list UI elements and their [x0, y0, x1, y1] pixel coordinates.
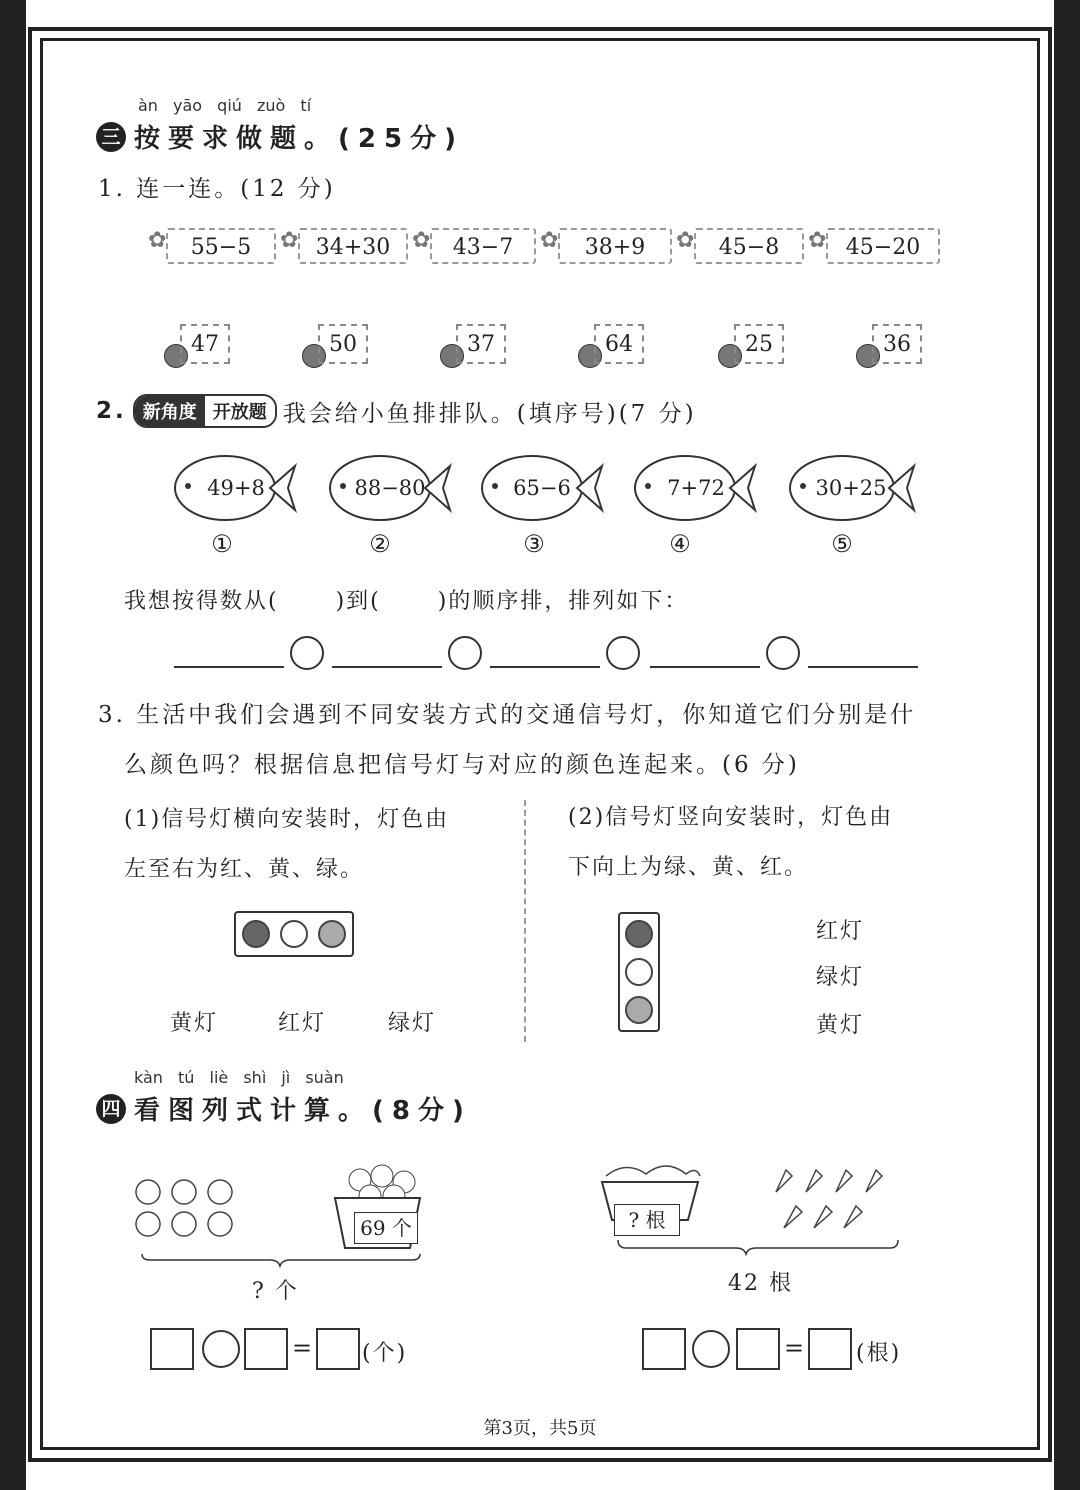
left-color-option[interactable]: 黄灯	[170, 1011, 219, 1036]
fish-expression: 49+8	[207, 476, 265, 500]
left-page-edge	[0, 0, 26, 1490]
q2-header	[96, 394, 697, 428]
right-color-option[interactable]: 红灯	[816, 919, 865, 944]
answer-card: 47	[180, 324, 230, 364]
flower-icon: ✿	[280, 228, 299, 253]
q3-right-line1: (2)信号灯竖向安装时，灯色由	[568, 805, 894, 830]
q2-prompt: 我会给小鱼排排队。(填序号)(7 分)	[282, 400, 697, 427]
page-footer: 第3页，共5页	[483, 1418, 597, 1439]
compare-circle[interactable]	[290, 636, 324, 670]
q2-tag-new: 新角度	[135, 396, 205, 426]
total-brace	[142, 1254, 420, 1266]
fish-expression: 88−80	[354, 476, 426, 500]
operator-circle[interactable]	[202, 1330, 240, 1368]
answer-box[interactable]	[642, 1328, 686, 1370]
answer-card: 37	[456, 324, 506, 364]
lamp-right-icon	[318, 920, 346, 948]
expression-card: 45−8	[694, 228, 804, 264]
left-color-option[interactable]: 绿灯	[388, 1011, 437, 1036]
flower-icon: ✿	[540, 228, 559, 253]
right-page-edge	[1054, 0, 1080, 1490]
q3-left-line1: (1)信号灯横向安装时，灯色由	[124, 807, 450, 832]
q3-line2: 么颜色吗？根据信息把信号灯与对应的颜色连起来。(6 分)	[124, 752, 800, 778]
section3-header	[96, 118, 464, 155]
section4-badge: 四	[96, 1094, 126, 1124]
answer-card: 25	[734, 324, 784, 364]
lamp-middle-icon	[280, 920, 308, 948]
answer-card: 36	[872, 324, 922, 364]
compare-circle[interactable]	[606, 636, 640, 670]
operator-circle[interactable]	[692, 1330, 730, 1368]
expression-card: 55−5	[166, 228, 276, 264]
lamp-left-icon	[242, 920, 270, 948]
equals-sign: =	[784, 1334, 807, 1362]
q2-tag	[133, 394, 277, 428]
left-basket-label: 69 个	[354, 1212, 418, 1244]
answer-box[interactable]	[316, 1328, 360, 1370]
fill-blank-line[interactable]	[808, 666, 918, 668]
fish-expression: 65−6	[513, 476, 571, 500]
flower-icon: ✿	[148, 228, 167, 253]
lamp-top-icon	[625, 920, 653, 948]
fill-blank-line[interactable]	[332, 666, 442, 668]
fish-number-label: ④	[669, 530, 691, 558]
q1-title: 1. 连一连。(12 分)	[98, 176, 336, 202]
flower-icon: ✿	[676, 228, 695, 253]
section4-title: 看图列式计算。(8分)	[134, 1096, 472, 1126]
fish-expression: 7+72	[667, 476, 725, 500]
expression-card: 43−7	[430, 228, 536, 264]
fill-blank-line[interactable]	[174, 666, 284, 668]
q2-tag-open: 开放题	[205, 396, 275, 426]
carrots-icon	[776, 1170, 882, 1228]
right-color-option[interactable]: 黄灯	[816, 1013, 865, 1038]
q3-line1: 3. 生活中我们会遇到不同安装方式的交通信号灯，你知道它们分别是什	[98, 702, 917, 728]
flower-icon: ✿	[412, 228, 431, 253]
fish-number-label: ②	[369, 530, 391, 558]
section4-pinyin: kàn tú liè shì jì suàn	[134, 1068, 344, 1087]
left-color-option[interactable]: 红灯	[278, 1011, 327, 1036]
left-total-label: ? 个	[252, 1279, 299, 1304]
left-unit: (个)	[362, 1341, 408, 1366]
answer-box[interactable]	[150, 1328, 194, 1370]
answer-box[interactable]	[244, 1328, 288, 1370]
q2-order-text: 我想按得数从( )到( )的顺序排，排列如下：	[124, 589, 689, 614]
equals-sign: =	[292, 1334, 315, 1362]
section3-title: 按要求做题。(25分)	[134, 124, 464, 154]
expression-card: 34+30	[298, 228, 408, 264]
total-brace	[618, 1240, 898, 1254]
compare-circle[interactable]	[448, 636, 482, 670]
answer-box[interactable]	[808, 1328, 852, 1370]
section3-pinyin: àn yāo qiú zuò tí	[138, 96, 312, 115]
lamp-bottom-icon	[625, 996, 653, 1024]
fish-number-label: ①	[211, 530, 233, 558]
fish-number-label: ③	[523, 530, 545, 558]
answer-card: 64	[594, 324, 644, 364]
fill-blank-line[interactable]	[490, 666, 600, 668]
fish-number-label: ⑤	[831, 530, 853, 558]
answer-card: 50	[318, 324, 368, 364]
expression-card: 45−20	[826, 228, 940, 264]
q3-right-line2: 下向上为绿、黄、红。	[568, 855, 809, 880]
q2-number: 2.	[96, 398, 127, 424]
right-basket-label: ? 根	[614, 1204, 680, 1236]
section4-header	[96, 1090, 472, 1127]
q3-left-line2: 左至右为红、黄、绿。	[124, 857, 365, 882]
right-unit: (根)	[856, 1341, 902, 1366]
section3-badge: 三	[96, 122, 126, 152]
lamp-middle-icon	[625, 958, 653, 986]
fish-expression: 30+25	[815, 476, 887, 500]
compare-circle[interactable]	[766, 636, 800, 670]
flower-icon: ✿	[808, 228, 827, 253]
right-total-label: 42 根	[728, 1271, 793, 1296]
right-color-option[interactable]: 绿灯	[816, 965, 865, 990]
expression-card: 38+9	[558, 228, 672, 264]
column-divider	[524, 800, 526, 1042]
answer-box[interactable]	[736, 1328, 780, 1370]
loose-apples-icon	[136, 1180, 232, 1236]
fill-blank-line[interactable]	[650, 666, 760, 668]
